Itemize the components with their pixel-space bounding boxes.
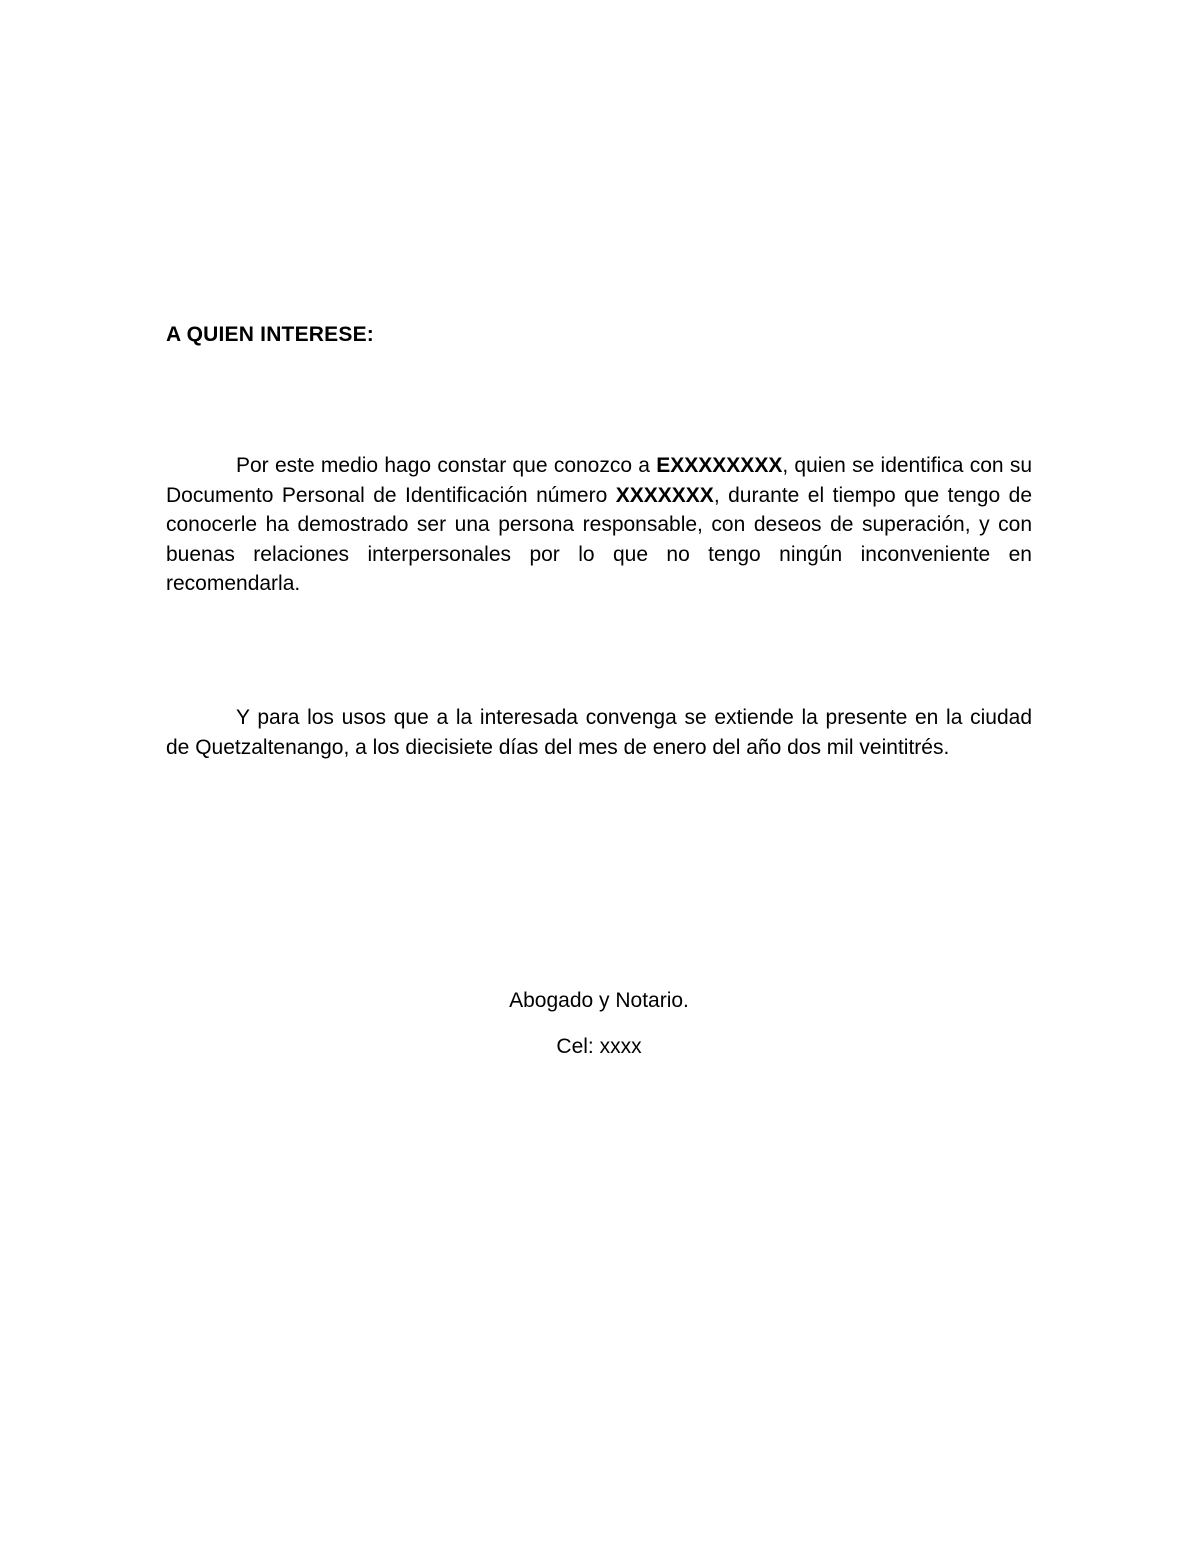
signature-phone: Cel: xxxx bbox=[556, 1035, 642, 1058]
letter-paragraph-2: Y para los usos que a la interesada convenga se extiende la presente en la ciudad de Quetzaltenango, a los diecisiete días del mes de enero del año dos mil veintitrés. bbox=[166, 706, 1032, 759]
letter-greeting: A QUIEN INTERESE: bbox=[166, 323, 374, 346]
id-number: XXXXXXX bbox=[615, 483, 714, 507]
letter-paragraph-1 bbox=[166, 451, 1032, 599]
paragraph-1-text-b: , quien se identifica con su Documento Personal de Identificación número bbox=[166, 454, 1032, 507]
paragraph-1-text-a: Por este medio hago constar que conozco a bbox=[236, 454, 657, 477]
paragraph-1-text-c: , durante el tiempo que tengo de conocerle ha demostrado ser una persona responsable, con deseos de superación, y con buenas relaciones interpersonales por lo que no tengo ningún inconveniente en recomendarla. bbox=[166, 483, 1032, 595]
signature-title: Abogado y Notario. bbox=[509, 989, 689, 1012]
person-name: EXXXXXXXX bbox=[656, 454, 783, 477]
